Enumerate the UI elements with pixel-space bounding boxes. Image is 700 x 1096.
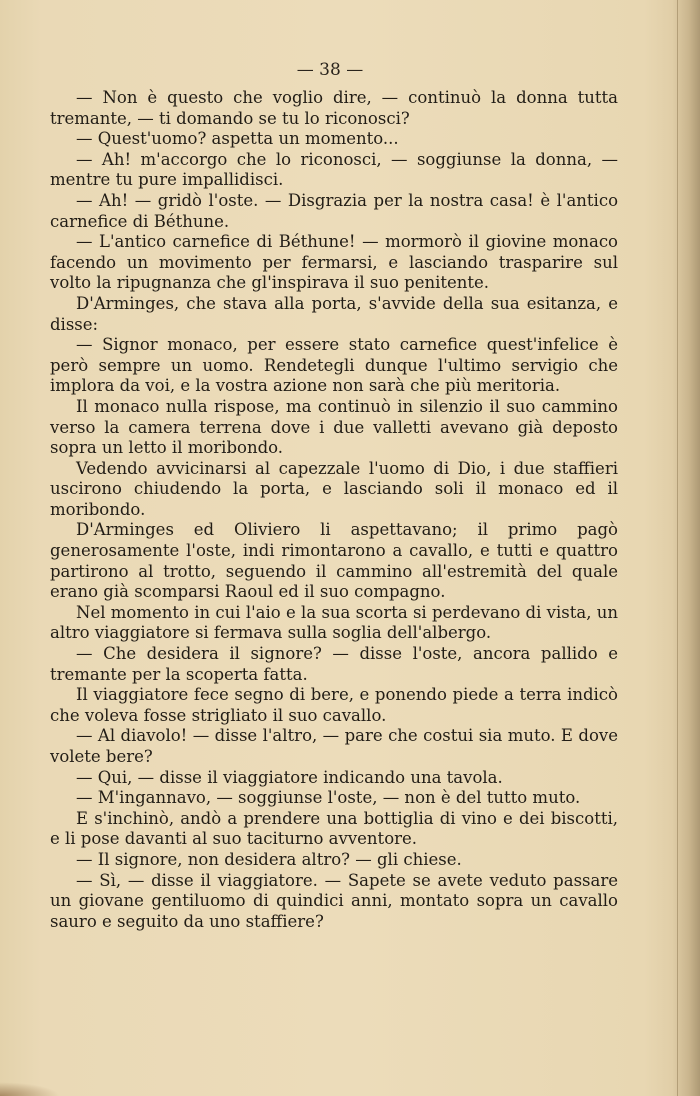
paragraph: — Sì, — disse il viaggiatore. — Sapete se avete veduto passare un giovane gentiluomo di quindici anni, montato sopra un cavallo sauro e seguito da uno staffiere?	[50, 870, 618, 931]
paragraph: — Qui, — disse il viaggiatore indicando una tavola.	[76, 767, 503, 787]
paragraph: — Il signore, non desidera altro? — gli chiese.	[76, 849, 462, 869]
page-number: — 38 —	[296, 60, 364, 80]
paragraph: Il viaggiatore fece segno di bere, e ponendo piede a terra indicò che voleva fosse strigliato il suo cavallo.	[50, 685, 618, 725]
body-text	[50, 88, 618, 932]
paragraph: Nel momento in cui l'aio e la sua scorta si perdevano di vista, un altro viaggiatore si fermava sulla soglia dell'albergo.	[50, 602, 618, 643]
paragraph: — Ah! m'accorgo che lo riconosci, — soggiunse la donna, — mentre tu pure impallidisci.	[50, 149, 618, 190]
paragraph: D'Arminges ed Oliviero li aspettavano; il primo pagò generosamente l'oste, indi rimontarono a cavallo, e tutti e quattro partirono al trotto, seguendo il cammino all'estremità del quale erano già scomparsi Raoul ed il suo compagno.	[50, 520, 618, 602]
paragraph: — Che desidera il signore? — disse l'oste, ancora pallido e tremante per la scoperta fatta.	[50, 644, 618, 684]
paragraph: — M'ingannavo, — soggiunse l'oste, — non è del tutto muto.	[76, 788, 581, 808]
paragraph: — L'antico carnefice di Béthune! — mormorò il giovine monaco facendo un movimento per fermarsi, e lasciando trasparire sul volto la ripugnanza che gl'inspirava il suo penitente.	[50, 232, 618, 293]
paragraph: — Signor monaco, per essere stato carnefice quest'infelice è però sempre un uomo. Rendetegli dunque l'ultimo servigio che implora da voi, e la vostra azione non sarà che più meritoria.	[50, 335, 618, 396]
paragraph: — Al diavolo! — disse l'altro, — pare che costui sia muto. E dove volete bere?	[50, 726, 618, 766]
paragraph: — Quest'uomo? aspetta un momento...	[76, 129, 399, 149]
paragraph: D'Arminges, che stava alla porta, s'avvide della sua esitanza, e disse:	[50, 293, 618, 334]
paragraph: Il monaco nulla rispose, ma continuò in silenzio il suo cammino verso la camera terrena dove i due valletti avevano già deposto sopra un letto il moribondo.	[50, 396, 618, 458]
page-edge-line	[677, 0, 678, 1096]
paragraph: — Ah! — gridò l'oste. — Disgrazia per la nostra casa! è l'antico carnefice di Béthune.	[50, 190, 618, 231]
paragraph: — Non è questo che voglio dire, — continuò la donna tutta tremante, — ti domando se tu lo riconosci?	[50, 88, 618, 128]
paragraph: Vedendo avvicinarsi al capezzale l'uomo di Dio, i due staffieri uscirono chiudendo la porta, e lasciando soli il monaco ed il moribondo.	[50, 458, 618, 519]
paragraph: E s'inchinò, andò a prendere una bottiglia di vino e dei biscotti, e li pose davanti al suo taciturno avventore.	[50, 808, 618, 849]
corner-stain	[0, 1082, 60, 1096]
